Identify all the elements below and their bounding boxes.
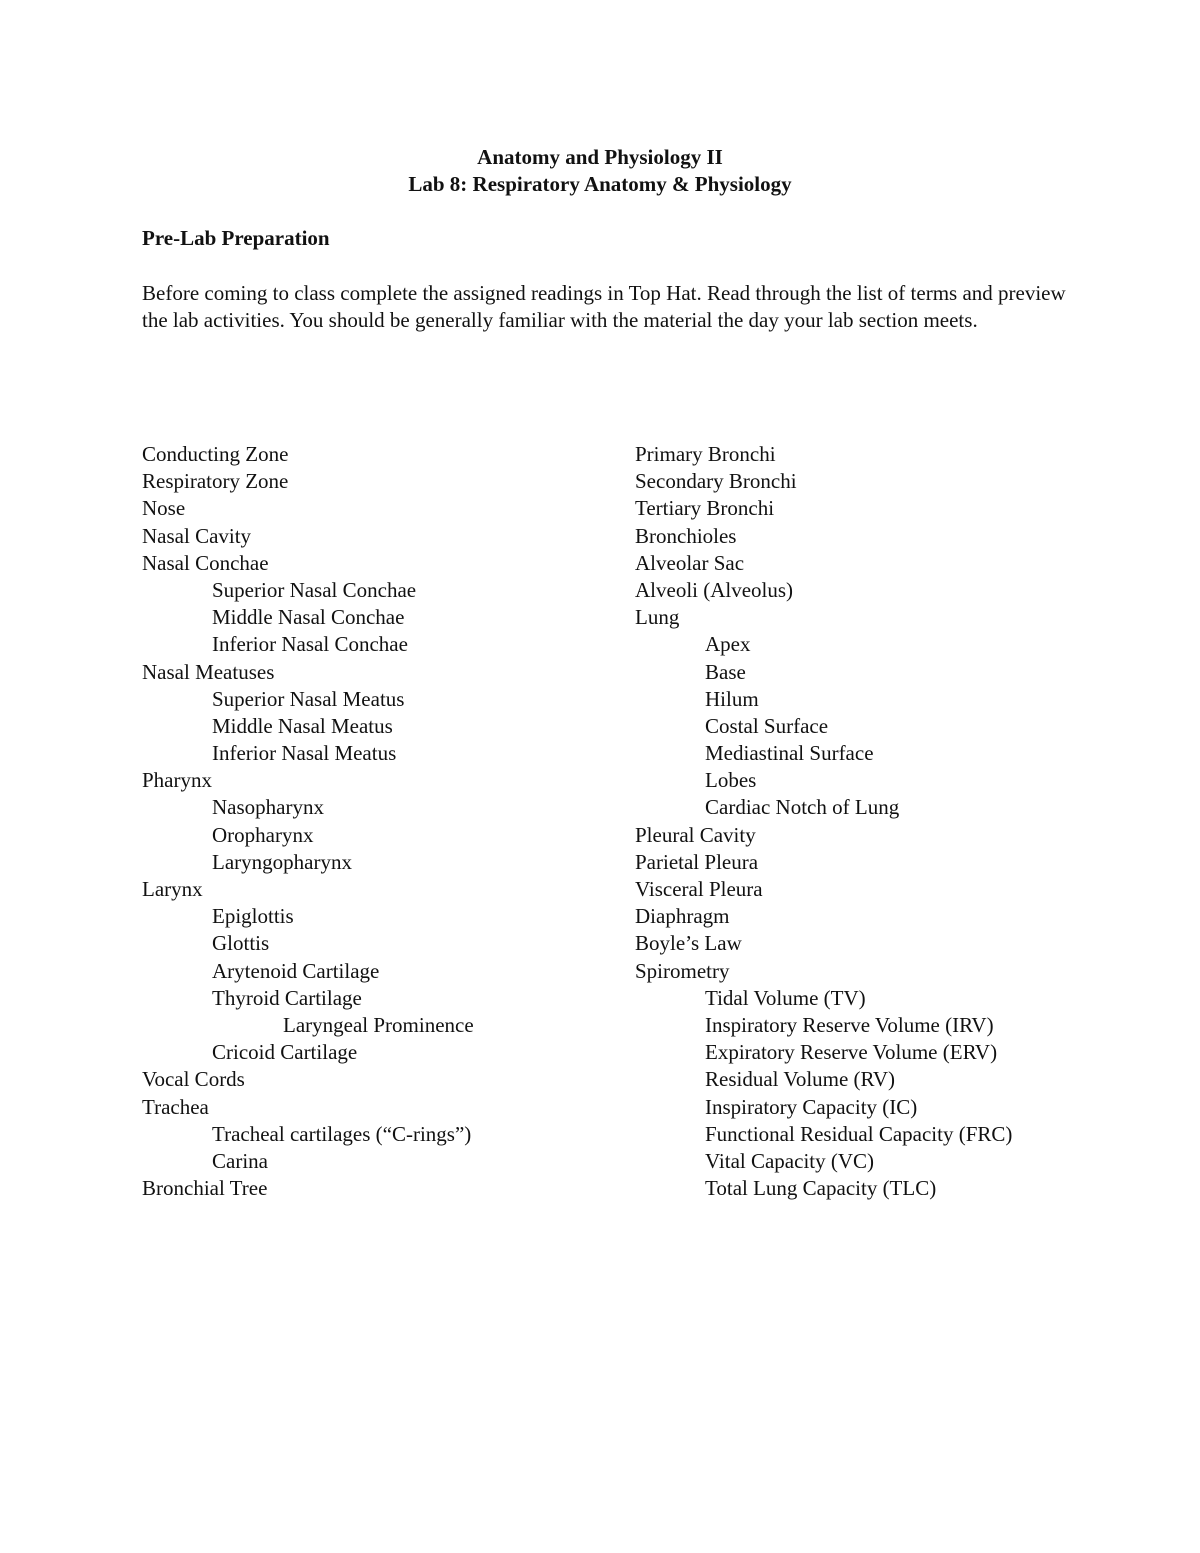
term-item: Cardiac Notch of Lung <box>705 795 900 820</box>
terms-list-right <box>635 441 1095 1202</box>
term-item: Costal Surface <box>705 713 829 738</box>
term-item: Laryngopharynx <box>212 849 352 874</box>
term-item: Bronchial Tree <box>142 1176 268 1201</box>
term-item: Nasal Conchae <box>142 550 269 575</box>
term-item: Conducting Zone <box>142 442 289 466</box>
terms-list-left <box>142 441 602 1202</box>
term-item: Cricoid Cartilage <box>212 1040 358 1065</box>
term-item: Alveoli (Alveolus) <box>635 577 794 602</box>
term-item: Tracheal cartilages (“C-rings”) <box>212 1121 472 1146</box>
term-item: Residual Volume (RV) <box>705 1067 896 1092</box>
term-item: Tertiary Bronchi <box>635 496 775 521</box>
term-item: Primary Bronchi <box>635 442 776 466</box>
term-item: Thyroid Cartilage <box>212 985 362 1010</box>
term-item: Nose <box>142 496 186 521</box>
term-item: Glottis <box>212 931 270 956</box>
term-item: Superior Nasal Conchae <box>212 577 417 602</box>
term-item: Functional Residual Capacity (FRC) <box>705 1121 1013 1146</box>
term-item: Bronchioles <box>635 523 737 548</box>
term-item: Tidal Volume (TV) <box>705 985 866 1010</box>
term-item: Respiratory Zone <box>142 469 289 494</box>
term-item: Boyle’s Law <box>635 931 742 956</box>
term-item: Total Lung Capacity (TLC) <box>705 1176 937 1201</box>
term-item: Nasal Meatuses <box>142 659 275 684</box>
term-item: Vital Capacity (VC) <box>705 1148 875 1173</box>
term-item: Oropharynx <box>212 822 314 847</box>
term-item: Inferior Nasal Conchae <box>212 632 408 657</box>
term-item: Larynx <box>142 877 203 901</box>
term-item: Mediastinal Surface <box>705 741 874 766</box>
term-item: Epiglottis <box>212 904 294 929</box>
term-item: Diaphragm <box>635 904 730 929</box>
intro-paragraph: Before coming to class complete the assigned readings in Top Hat. Read through the list of terms and preview the lab activities. You should be generally familiar with the material the day your lab section meets. <box>142 281 1066 332</box>
term-item: Nasal Cavity <box>142 523 252 548</box>
term-item: Alveolar Sac <box>635 550 745 575</box>
section-heading: Pre-Lab Preparation <box>142 226 330 250</box>
term-item: Lung <box>635 605 680 630</box>
term-item: Superior Nasal Meatus <box>212 686 405 711</box>
term-item: Pleural Cavity <box>635 822 756 847</box>
term-item: Spirometry <box>635 958 730 983</box>
term-item: Middle Nasal Conchae <box>212 605 405 630</box>
term-item: Middle Nasal Meatus <box>212 713 393 738</box>
term-item: Pharynx <box>142 768 212 793</box>
term-item: Inferior Nasal Meatus <box>212 741 397 766</box>
term-item: Apex <box>705 632 751 657</box>
term-item: Base <box>705 659 746 684</box>
term-item: Nasopharynx <box>212 795 324 820</box>
term-item: Visceral Pleura <box>635 877 763 901</box>
term-item: Lobes <box>705 768 757 793</box>
term-item: Hilum <box>705 686 759 711</box>
term-item: Vocal Cords <box>142 1067 245 1092</box>
term-item: Arytenoid Cartilage <box>212 958 380 983</box>
term-item: Inspiratory Reserve Volume (IRV) <box>705 1012 994 1037</box>
term-item: Inspiratory Capacity (IC) <box>705 1094 918 1119</box>
term-item: Secondary Bronchi <box>635 469 797 494</box>
term-item: Laryngeal Prominence <box>283 1012 474 1037</box>
term-item: Expiratory Reserve Volume (ERV) <box>705 1040 998 1065</box>
document-title: Anatomy and Physiology II <box>477 145 723 169</box>
term-item: Parietal Pleura <box>635 849 759 874</box>
term-item: Carina <box>212 1148 268 1173</box>
term-item: Trachea <box>142 1094 209 1119</box>
lab-title: Lab 8: Respiratory Anatomy & Physiology <box>408 172 792 196</box>
